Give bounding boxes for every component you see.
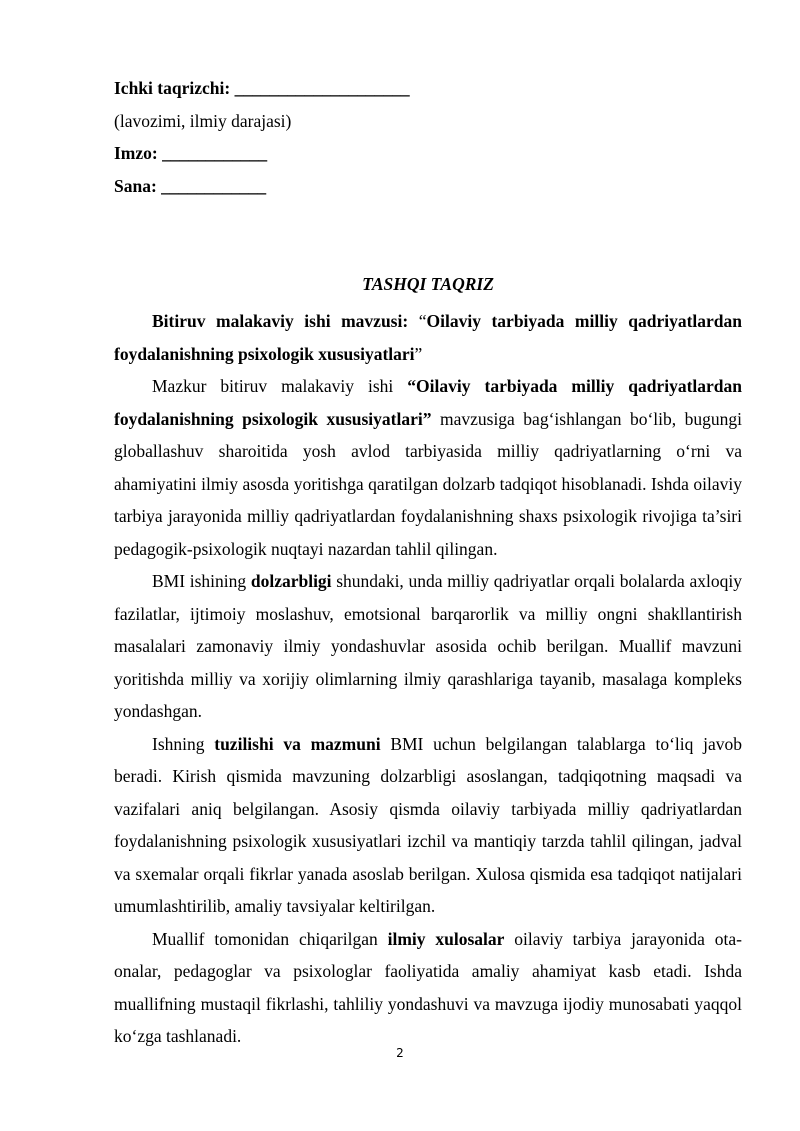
signature-blank: ____________: [162, 143, 268, 163]
topic-value: Oilaviy tarbiyada milliy qadriyatlardan foydalanishning psixologik xususiyatlari: [114, 311, 742, 364]
review-body: [114, 305, 742, 1053]
paragraph-intro-text-a: Mazkur bitiruv malakaviy ishi: [152, 376, 408, 396]
paragraph-relevance-text-c: shundaki, unda milliy qadriyatlar orqali bolalarda axloqiy fazilatlar, ijtimoiy moslashuv, emotsional barqarorlik va milliy ongni shakllantirish masalalari zamonaviy ilmiy yondashuvlar asosida ochib berilgan. Muallif mavzuni yoritishda milliy va xorijiy olimlarning ilmiy qarashlariga tayanib, masalaga kompleks yondashgan.: [114, 571, 742, 721]
paragraph-structure: [114, 728, 742, 923]
topic-paragraph: [114, 305, 742, 370]
paragraph-conclusions-text-c: oilaviy tarbiya jarayonida ota-onalar, pedagoglar va psixologlar faoliyatida amaliy ahamiyat kasb etadi. Ishda muallifning mustaqil fikrlashi, tahliliy yondashuvi va mavzuga ijodiy munosabati yaqqol ko‘zga tashlanadi.: [114, 928, 743, 1046]
position-note: (lavozimi, ilmiy darajasi): [114, 110, 292, 131]
date-line: [114, 170, 742, 203]
paragraph-structure-text-a: Ishning: [152, 733, 215, 754]
paragraph-conclusions-text-a: Muallif tomonidan chiqarilgan: [152, 928, 388, 949]
paragraph-conclusions-bold: ilmiy xulosalar: [387, 928, 505, 949]
date-label: Sana:: [114, 175, 157, 196]
topic-label: Bitiruv malakaviy ishi mavzusi:: [152, 311, 409, 331]
internal-reviewer-line: [114, 72, 742, 105]
date-blank: ____________: [161, 175, 267, 196]
paragraph-structure-bold: tuzilishi va mazmuni: [214, 733, 381, 754]
internal-reviewer-blank: ____________________: [234, 78, 410, 98]
paragraph-conclusions: [114, 923, 742, 1053]
topic-open-quote: “: [418, 311, 427, 331]
paragraph-intro-bold: “Oilaviy tarbiyada milliy qadriyatlardan foydalanishning psixologik xususiyatlari”: [114, 376, 742, 429]
paragraph-relevance-bold: dolzarbligi: [250, 571, 332, 591]
paragraph-intro-text-c: mavzusiga bag‘ishlangan bo‘lib, bugungi globallashuv sharoitida yosh avlod tarbiyasida milliy qadriyatlarning o‘rni va ahamiyatini ilmiy asosda yoritishga qaratilgan dolzarb tadqiqot hisoblanadi. Ishda oilaviy tarbiya jarayonida milliy qadriyatlardan foydalanishning shaxs psixologik rivojiga ta’siri pedagogik-psixologik nuqtayi nazardan tahlil qilingan.: [114, 408, 742, 559]
page-number: 2: [396, 1046, 404, 1060]
internal-reviewer-label: Ichki taqrizchi:: [114, 78, 231, 98]
paragraph-relevance-text-a: BMI ishining: [152, 571, 251, 591]
signature-line: [114, 137, 742, 170]
paragraph-intro: [114, 370, 742, 565]
signature-label: Imzo:: [114, 143, 158, 163]
paragraph-relevance: [114, 565, 742, 728]
paragraph-structure-text-c: BMI uchun belgilangan talablarga to‘liq javob beradi. Kirish qismida mavzuning dolzarbligi asoslangan, tadqiqotning maqsadi va vazifalari aniq belgilangan. Asosiy qismda oilaviy tarbiyada milliy qadriyatlardan foydalanishning psixologik xususiyatlari izchil va mantiqiy tarzda tahlil qilingan, jadval va sxemalar orqali fikrlar yanada asoslab berilgan. Xulosa qismida esa tadqiqot natijalari umumlashtirilib, amaliy tavsiyalar keltirilgan.: [114, 733, 742, 916]
review-title: TASHQI TAQRIZ: [362, 274, 494, 294]
reviewer-block: [114, 72, 742, 202]
topic-close-quote: ”: [414, 343, 423, 364]
